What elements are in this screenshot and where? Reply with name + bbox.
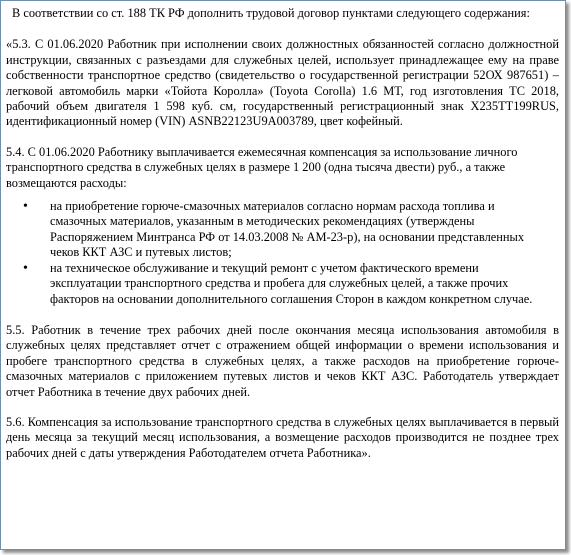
clause-5-5: 5.5. Работник в течение трех рабочих дней после окончания месяца использования автомобиля в служебных целях представляет отчет с отражением общей информации о времени использования и пробеге транспортного средства в служебных целях, а также расходов на приобретение горюче-смазочных материалов с приложением путевых листов и чеков ККТ АЗС. Работодатель утверждает отчет Работника в течение двух рабочих дней.	[6, 322, 559, 399]
list-item	[6, 199, 559, 261]
list-item-text: на приобретение горюче-смазочных материалов согласно нормам расхода топлива и смазочных материалов, указанным в методических рекомендациях (утверждены Распоряжением Минтранса РФ от 14.03.2008 № АМ-23-р), на основании представленных чеков ККТ АЗС и путевых листов;	[50, 199, 525, 260]
list-item-text: на техническое обслуживание и текущий ремонт с учетом фактического времени эксплуатации транспортного средства и пробега для служебных целей, а также прочих факторов на основании дополнительного соглашения Сторон в каждом конкретном случае.	[50, 260, 533, 306]
clause-5-6: 5.6. Компенсация за использование транспортного средства в служебных целях выплачивается в первый день месяца за текущий месяц использования, а возмещение расходов производится не позднее трех рабочих дней с даты утверждения Работодателем отчета Работника».	[6, 414, 559, 460]
bullet-icon: •	[23, 260, 28, 276]
clause-5-4: 5.4. С 01.06.2020 Работнику выплачивается ежемесячная компенсация за использование личного транспортного средства в служебных целях в размере 1 200 (одна тысяча двести) руб., а также возмещаются расходы:	[6, 144, 518, 190]
expense-list	[6, 199, 559, 307]
intro-paragraph: В соответствии со ст. 188 ТК РФ дополнить трудовой договор пунктами следующего содержания:	[12, 6, 530, 20]
bullet-icon: •	[23, 199, 28, 215]
clause-5-3: «5.3. С 01.06.2020 Работник при исполнении своих должностных обязанностей согласно должностной инструкции, связанных с разъездами для служебных целей, использует принадлежащее ему на праве собственности транспортное средство (свидетельство о государственной регистрации 52ОХ 987651) – легковой автомобиль марки «Тойота Королла» (Toyota Corolla) 1.6 МТ, год изготовления ТС 2018, рабочий объем двигателя 1 598 куб. см, государственный регистрационный знак Х235ТТ199RUS, идентификационный номер (VIN) ASNB22123U9A003789, цвет кофейный.	[6, 37, 559, 129]
list-item	[6, 261, 559, 307]
